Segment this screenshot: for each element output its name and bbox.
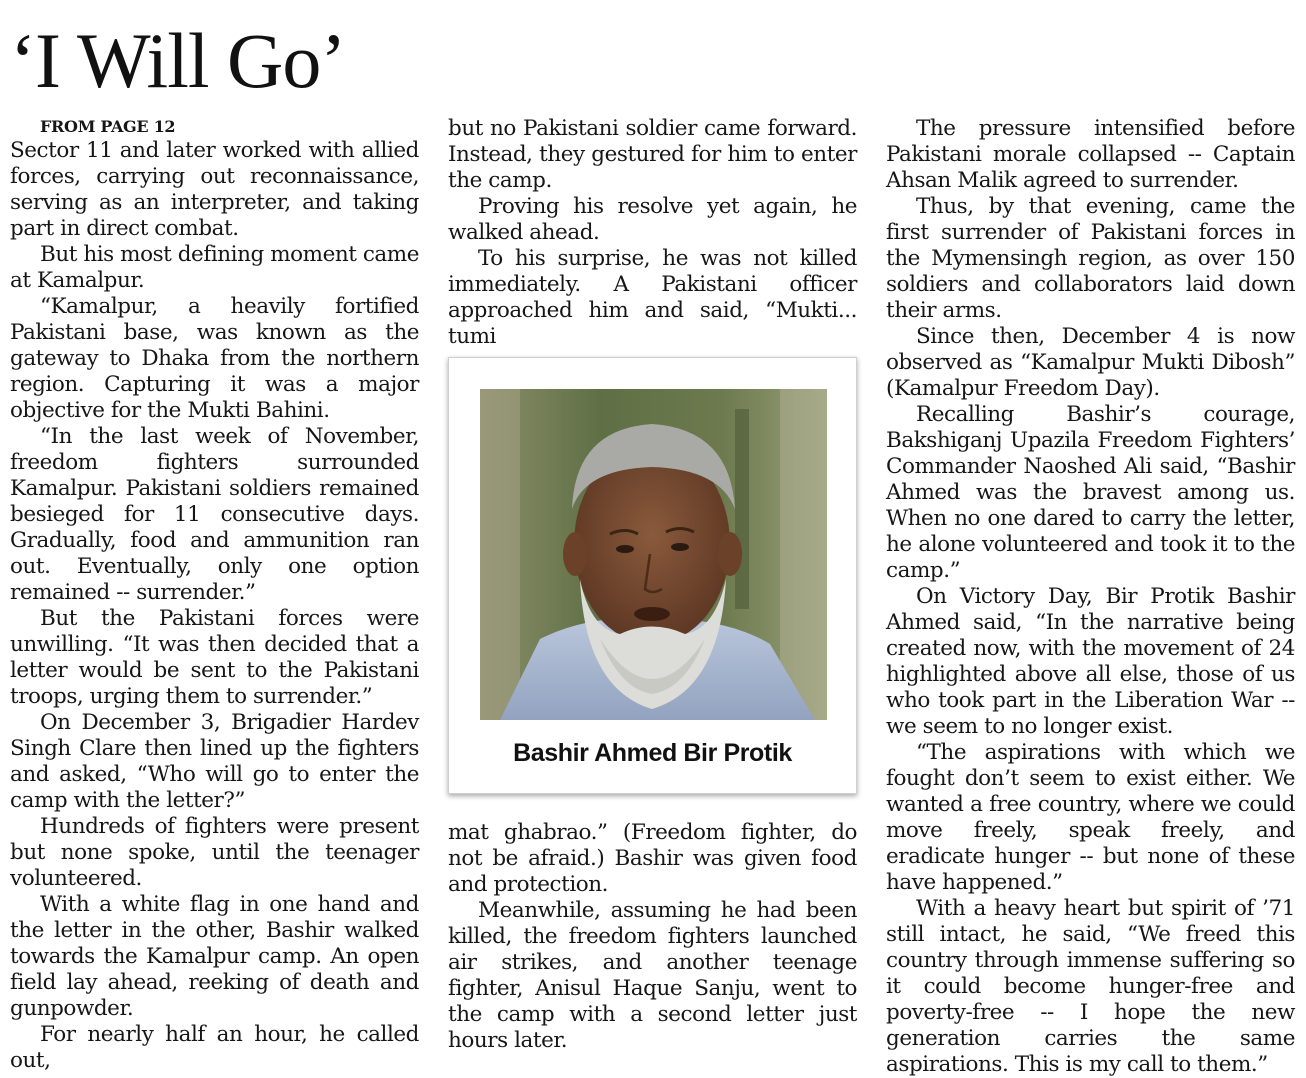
paragraph: Hundreds of fighters were present but none spoke, until the teenager volunteered. [10,814,419,891]
paragraph: Meanwhile, assuming he had been killed, the freedom fighters launched air strikes, and another teenage fighter, Anisul Haque Sanju, went to the camp with a second letter just hours later. [448,898,857,1053]
paragraph: Proving his resolve yet again, he walked ahead. [448,194,857,245]
continuation-kicker: FROM PAGE 12 [40,117,176,136]
photo-frame [448,357,857,794]
paragraph: Thus, by that evening, came the first surrender of Pakistani forces in the Mymensingh region, as over 150 soldiers and collaborators laid down their arms. [886,194,1295,323]
paragraph: Sector 11 and later worked with allied forces, carrying out reconnaissance, serving as an interpreter, and taking part in direct combat. [10,138,419,241]
paragraph: For nearly half an hour, he called out, [10,1022,419,1073]
portrait-photo [480,389,827,720]
article-column-2-top [448,116,857,350]
paragraph: With a white flag in one hand and the letter in the other, Bashir walked towards the Kamalpur camp. An open field lay ahead, reeking of death and gunpowder. [10,892,419,1021]
paragraph: To his surprise, he was not killed immediately. A Pakistani officer approached him and said, “Mukti... tumi [448,246,857,349]
photo-caption: Bashir Ahmed Bir Protik [513,739,792,767]
paragraph: But his most defining moment came at Kamalpur. [10,242,419,293]
paragraph: But the Pakistani forces were unwilling. “It was then decided that a letter would be sent to the Pakistani troops, urging them to surrender.” [10,606,419,709]
headline: ‘I Will Go’ [10,17,346,104]
paragraph: “In the last week of November, freedom fighters surrounded Kamalpur. Pakistani soldiers remained besieged for 11 consecutive days. Gradually, food and ammunition ran out. Eventually, only one option remained -- surrender.” [10,424,419,605]
paragraph: Since then, December 4 is now observed as “Kamalpur Mukti Dibosh” (Kamalpur Freedom Day). [886,324,1295,401]
paragraph: Recalling Bashir’s courage, Bakshiganj Upazila Freedom Fighters’ Commander Naoshed Ali said, “Bashir Ahmed was the bravest among us. When no one dared to carry the letter, he alone volunteered and took it to the camp.” [886,402,1295,583]
paragraph: On December 3, Brigadier Hardev Singh Clare then lined up the fighters and asked, “Who will go to enter the camp with the letter?” [10,710,419,813]
portrait-illustration [480,389,827,720]
paragraph: With a heavy heart but spirit of ’71 still intact, he said, “We freed this country through immense suffering so it could become hunger-free and poverty-free -- I hope the new generation carries the same aspirations. This is my call to them.” [886,896,1295,1077]
paragraph: mat ghabrao.” (Freedom fighter, do not be afraid.) Bashir was given food and protection. [448,820,857,897]
paragraph: The pressure intensified before Pakistani morale collapsed -- Captain Ahsan Malik agreed to surrender. [886,116,1295,193]
paragraph: but no Pakistani soldier came forward. Instead, they gestured for him to enter the camp. [448,116,857,193]
article-column-2-bottom [448,820,857,1054]
article-column-1 [10,116,419,1074]
article-column-3 [886,116,1295,1078]
paragraph: “Kamalpur, a heavily fortified Pakistani base, was known as the gateway to Dhaka from the northern region. Capturing it was a major objective for the Mukti Bahini. [10,294,419,423]
paragraph: “The aspirations with which we fought don’t seem to exist either. We wanted a free country, where we could move freely, speak freely, and eradicate hunger -- but none of these have happened.” [886,740,1295,895]
paragraph: On Victory Day, Bir Protik Bashir Ahmed said, “In the narrative being created now, with the movement of 24 highlighted above all else, those of us who took part in the Liberation War -- we seem to no longer exist. [886,584,1295,739]
